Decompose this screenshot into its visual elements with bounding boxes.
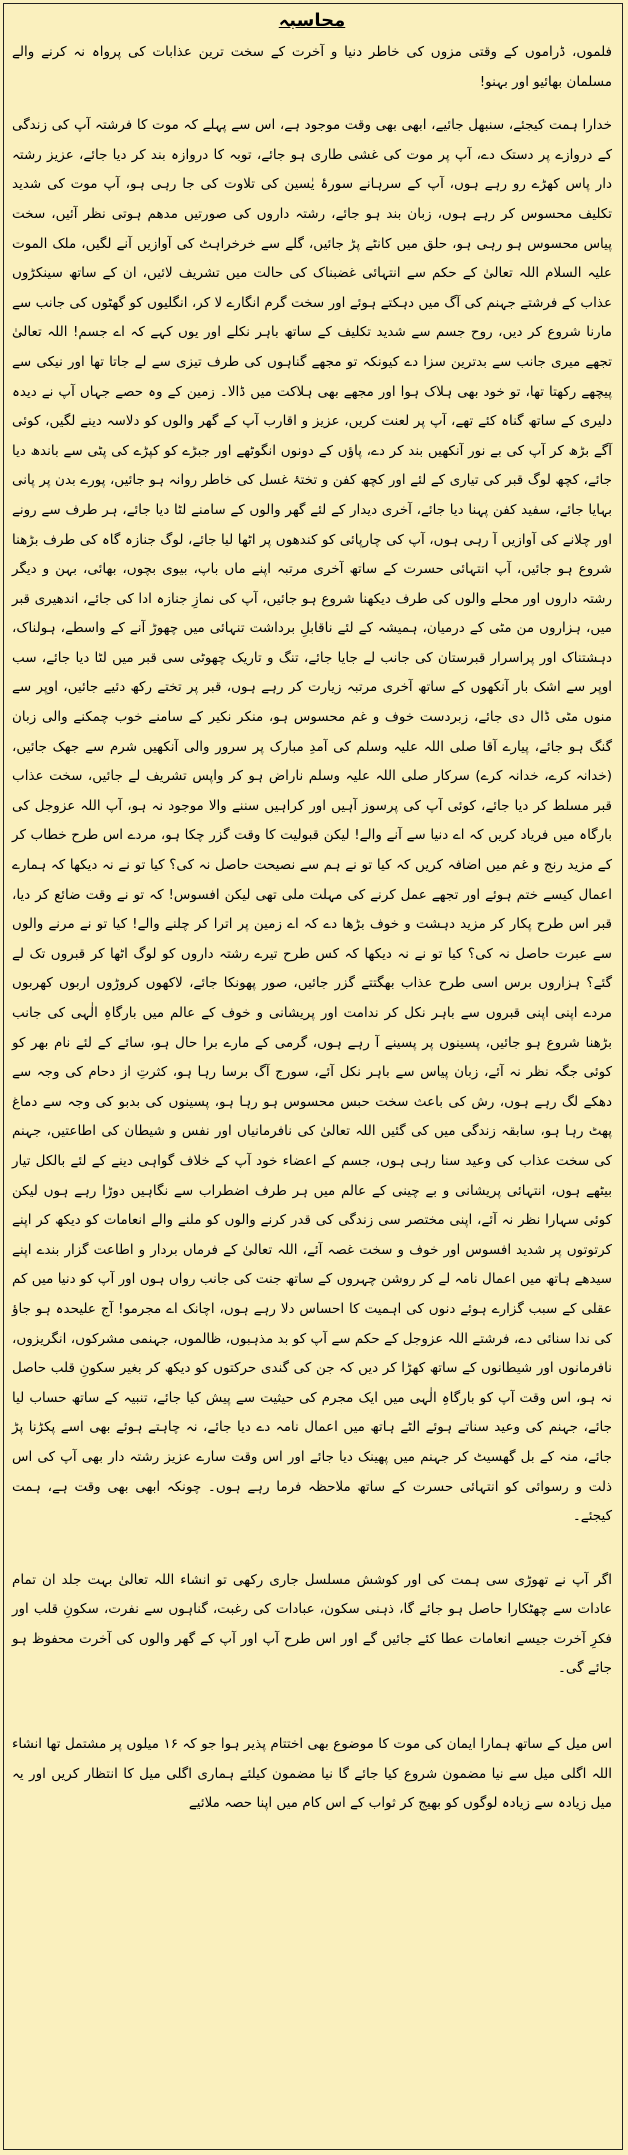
page-title: محاسبہ [278, 10, 346, 31]
intro-paragraph: فلموں، ڈراموں کے وقتی مزوں کی خاطر دنیا و آخرت کے سخت ترین عذابات کی پرواہ نہ کرنے والے مسلمان بھائیو اور بہنو! [12, 44, 612, 90]
page-frame [3, 3, 623, 2150]
main-paragraph: خدارا ہمت کیجئے، سنبھل جائیے، ابھی بھی وقت موجود ہے، اس سے پہلے کہ موت کا فرشتہ آپ کی زندگی کے دروازے پر دستک دے، آپ پر موت کی غشی طاری ہو جائے، توبہ کا دروازہ بند کر دیا جائے، عزیز رشتہ دار پاس کھڑے رو رہے ہوں، آپ کے سرہانے سورۂ یٰسین کی تلاوت کی جا رہی ہو، آپ موت کی شدید تکلیف محسوس کر رہے ہوں، زبان بند ہو جائے، رشتہ داروں کی صورتیں مدھم ہوتی نظر آئیں، سخت پیاس محسوس ہو رہی ہو، حلق میں کانٹے پڑ جائیں، گلے سے خرخراہٹ کی آوازیں آنے لگیں، ملک الموت علیہ السلام اللہ تعالیٰ کے حکم سے انتہائی غضبناک کی حالت میں تشریف لائیں، ان کے ساتھ سینکڑوں عذاب کے فرشتے جہنم کی آگ میں دہکتے ہوئے اور سخت گرم انگارے لا کر، انگلیوں کو گھٹوں کی جانب سے مارنا شروع کر دیں، روح جسم سے شدید تکلیف کے ساتھ باہر نکلے اور یوں کہے کہ اے جسم! اللہ تعالیٰ تجھے میری جانب سے بدترین سزا دے کیونکہ تو مجھے گناہوں کی طرف تیزی سے لے جاتا تھا اور نیکی سے پیچھے رکھتا تھا، تو خود بھی ہلاک ہوا اور مجھے بھی ہلاکت میں ڈالا۔ زمین کے وہ حصے جہاں آپ نے دیدہ دلیری کے ساتھ گناہ کئے تھے، آپ پر لعنت کریں، عزیز و اقارب آپ کے گھر والوں کو دلاسہ دینے لگیں، کوئی آگے بڑھ کر آپ کی بے نور آنکھیں بند کر دے، پاؤں کے دونوں انگوٹھے اور جبڑے کو کپڑے کی پٹی سے باندھ دیا جائے، کچھ لوگ قبر کی تیاری کے لئے اور کچھ کفن و تختۂ غسل کی خاطر روانہ ہو جائیں، پورے بدن پر پانی بہایا جائے، سفید کفن پہنا دیا جائے، آخری دیدار کے لئے گھر والوں کے سامنے لٹا دیا جائے، ہر طرف سے رونے اور چلانے کی آوازیں آ رہی ہوں، آپ کی چارپائی کو کندھوں پر اٹھا لیا جائے، لوگ جنازہ گاہ کی طرف بڑھنا شروع ہو جائیں، آپ انتہائی حسرت کے ساتھ آخری مرتبہ اپنے ماں باپ، بیوی بچوں، بھائی، بہن و دیگر رشتہ داروں اور محلے والوں کی طرف دیکھنا شروع ہو جائیں، آپ کی نمازِ جنازہ ادا کی جائے، اندھیری قبر میں، ہزاروں من مٹی کے درمیان، ہمیشہ کے لئے ناقابلِ برداشت تنہائی میں چھوڑ آنے کے واسطے، ہولناک، دہشتناک اور پراسرار قبرستان کی جانب لے جایا جائے، تنگ و تاریک چھوٹی سی قبر میں لٹا دیا جائے، سب اوپر سے اشک بار آنکھوں کے ساتھ آخری مرتبہ زیارت کر رہے ہوں، قبر پر تختے رکھ دئیے جائیں، اوپر سے منوں مٹی ڈال دی جائے، زبردست خوف و غم محسوس ہو، منکر نکیر کے سامنے خوب چمکنے والی زبان گنگ ہو جائے، پیارے آقا صلی اللہ علیہ وسلم کی آمدِ مبارک پر سرور والی آنکھیں شرم سے جھک جائیں، (خدانہ کرے، خدانہ کرے) سرکار صلی اللہ علیہ وسلم ناراض ہو کر واپس تشریف لے جائیں، سخت عذاب قبر مسلط کر دیا جائے، کوئی آپ کی پرسوز آہیں اور کراہیں سننے والا موجود نہ ہو، آپ اللہ عزوجل کی بارگاہ میں فریاد کریں کہ اے دنیا سے آنے والے! لیکن قبولیت کا وقت گزر چکا ہو، مردے اس طرح خطاب کر کے مزید رنج و غم میں اضافہ کریں کہ کیا تو نے ہم سے نصیحت حاصل نہ کی؟ کیا تو نے نہ دیکھا کہ ہمارے اعمال کیسے ختم ہوئے اور تجھے عمل کرنے کی مہلت ملی تھی لیکن افسوس! کہ تو نے وقت ضائع کر دیا، قبر اس طرح پکار کر مزید دہشت و خوف بڑھا دے کہ اے زمین پر اترا کر چلنے والے! کیا تو نے مرنے والوں سے عبرت حاصل نہ کی؟ کیا تو نے نہ دیکھا کہ کس طرح تیرے رشتہ داروں کو لوگ اٹھا کر قبروں تک لے گئے؟ ہزاروں برس اسی طرح عذاب بھگتتے گزر جائیں، صور پھونکا جائے، لاکھوں کروڑوں اربوں کھربوں مردے اپنی اپنی قبروں سے باہر نکل کر ندامت اور پریشانی و خوف کے عالم میں بارگاہِ الٰہی کی جانب بڑھنا شروع ہو جائیں، پسینوں پر پسینے آ رہے ہوں، گرمی کے مارے برا حال ہو، سائے کے لئے نام بھر کو کوئی جگہ نظر نہ آئے، زبان پیاس سے باہر نکل آئے، سورج آگ برسا رہا ہو، کثرتِ از دحام کی وجہ سے دھکے لگ رہے ہوں، رش کی باعث سخت حبس محسوس ہو رہا ہو، پسینوں کی بدبو کی وجہ سے دماغ پھٹ رہا ہو، سابقہ زندگی میں کی گئیں اللہ تعالیٰ کی نافرمانیاں اور نفس و شیطان کی اطاعتیں، جہنم کی سخت عذاب کی وعید سنا رہی ہوں، جسم کے اعضاء خود آپ کے خلاف گواہی دینے کے لئے بالکل تیار بیٹھے ہوں، انتہائی پریشانی و بے چینی کے عالم میں ہر طرف اضطراب سے نگاہیں دوڑا رہے ہوں لیکن کوئی سہارا نظر نہ آئے، اپنی مختصر سی زندگی کی قدر کرنے والوں کو ملنے والے انعامات کو دیکھ کر اپنے کرتوتوں پر شدید افسوس اور خوف و سخت غصہ آئے، اللہ تعالیٰ کے فرماں بردار و اطاعت گزار بندے اپنے سیدھے ہاتھ میں اعمال نامہ لے کر روشن چہروں کے ساتھ جنت کی جانب رواں ہوں اور آپ کو دنیا میں کم عقلی کے سبب گزارے ہوئے دنوں کی اہمیت کا احساس دلا رہے ہوں، اچانک اے مجرمو! آج علیحدہ ہو جاؤ کی ندا سنائی دے، فرشتے اللہ عزوجل کے حکم سے آپ کو بد مذہبوں، ظالموں، جہنمی مشرکوں، انگریزوں، نافرمانوں اور شیطانوں کے ساتھ کھڑا کر دیں کہ جن کی گندی حرکتوں کو دیکھ کر بغیر سکونِ قلب حاصل نہ ہو، اس وقت آپ کو بارگاہِ الٰہی میں ایک مجرم کی حیثیت سے پیش کیا جائے، تنبیہ کے ساتھ حساب لیا جائے، جہنم کی وعید سناتے ہوئے الٹے ہاتھ میں اعمال نامہ دے دیا جائے، نہ چاہتے ہوئے بھی اسے پکڑنا پڑ جائے، منہ کے بل گھسیٹ کر جہنم میں پھینک دیا جائے اور اس وقت سارے عزیز رشتہ دار بھی آپ کی اس ذلت و رسوائی کو انتہائی حسرت کے ساتھ ملاحظہ فرما رہے ہوں۔ چونکہ ابھی بھی وقت ہے، ہمت کیجئے۔ [12, 117, 612, 1525]
closing-note: اس میل کے ساتھ ہمارا ایمان کی موت کا موضوع بھی اختتام پذیر ہوا جو کہ ۱۶ میلوں پر مشتمل تھا انشاء اللہ اگلی میل سے نیا مضمون شروع کیا جائے گا نیا مضمون کیلئے ہماری اگلی میل کا انتظار کریں اور یہ میل زیادہ سے زیادہ لوگوں کو بھیج کر ثواب کے اس کام میں اپنا حصہ ملائیے [12, 1736, 612, 1812]
article [4, 4, 622, 1819]
conclusion-paragraph: اگر آپ نے تھوڑی سی ہمت کی اور کوشش مسلسل جاری رکھی تو انشاء اللہ تعالیٰ بہت جلد ان تمام عادات سے چھٹکارا حاصل ہو جائے گا، ذہنی سکون، عبادات کی رغبت، گناہوں سے نفرت، سکونِ قلب اور فکرِ آخرت جیسے انعامات عطا کئے جائیں گے اور اس طرح آپ اور آپ کے گھر والوں کی آخرت محفوظ ہو جائے گی۔ [12, 1571, 612, 1677]
